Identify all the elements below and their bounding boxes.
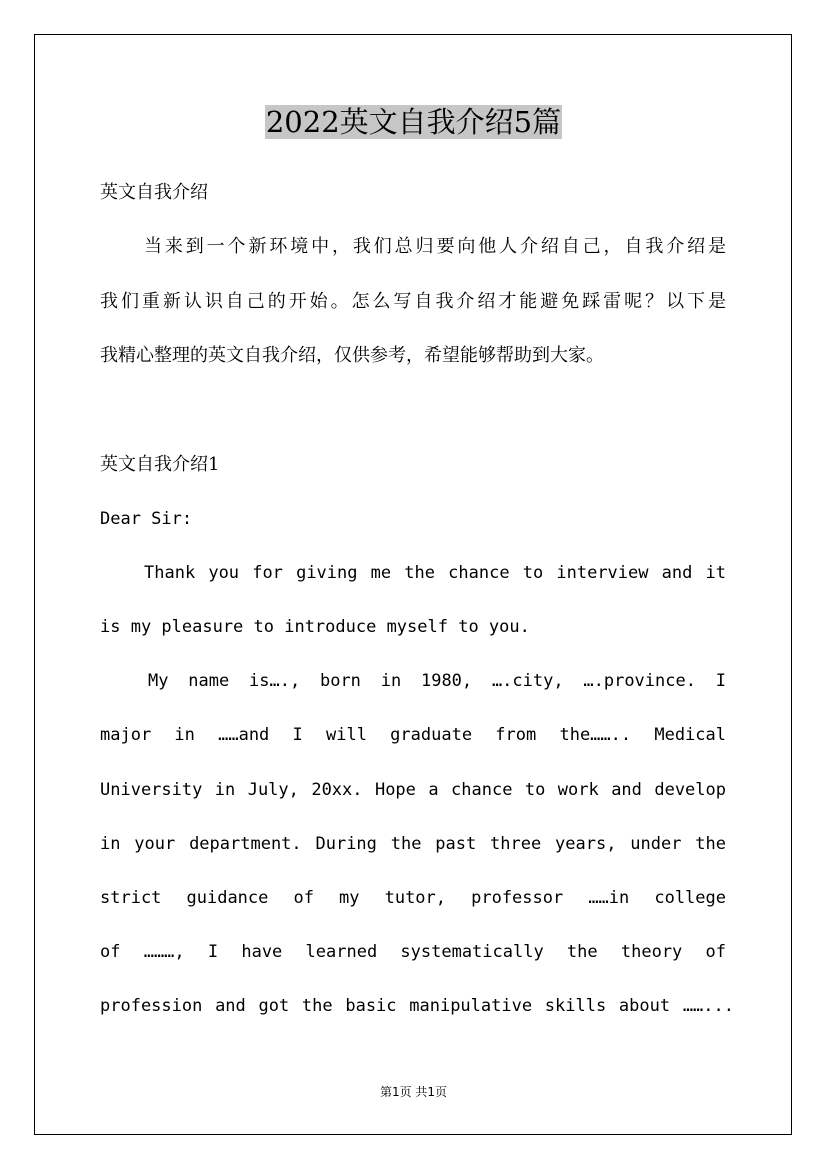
document-title (0, 102, 827, 142)
title-highlight: 2022英文自我介绍5篇 (265, 105, 562, 139)
intro-line-1: 当来到一个新环境中，我们总归要向他人介绍自己，自我介绍是 (144, 236, 726, 257)
page-number-footer: 第1页 共1页 (379, 1085, 448, 1099)
paragraph1-line-2: is my pleasure to introduce myself to you. (100, 617, 530, 637)
paragraph2-line-4: in your department. During the past three years, under the (100, 834, 726, 854)
intro-line-2: 我们重新认识自己的开始。怎么写自我介绍才能避免踩雷呢？以下是 (100, 291, 726, 312)
paragraph2-line-2: major in ……and I will graduate from the…….. Medical (100, 725, 726, 745)
paragraph2-line-5: strict guidance of my tutor, professor ……in college (100, 888, 726, 908)
section-heading: 英文自我介绍1 (100, 454, 220, 475)
paragraph1-line-1: Thank you for giving me the chance to interview and it (144, 563, 726, 583)
paragraph2-line-7: profession and got the basic manipulative skills about ……... (100, 996, 734, 1016)
intro-line-3: 我精心整理的英文自我介绍，仅供参考，希望能够帮助到大家。 (100, 345, 604, 366)
salutation: Dear Sir: (100, 509, 193, 529)
paragraph2-line-1: My name is…., born in 1980, ….city, ….province. I (148, 671, 726, 691)
main-heading: 英文自我介绍 (100, 182, 208, 203)
paragraph2-line-6: of ………, I have learned systematically the theory of (100, 942, 726, 962)
paragraph2-line-3: University in July, 20xx. Hope a chance to work and develop (100, 780, 726, 800)
